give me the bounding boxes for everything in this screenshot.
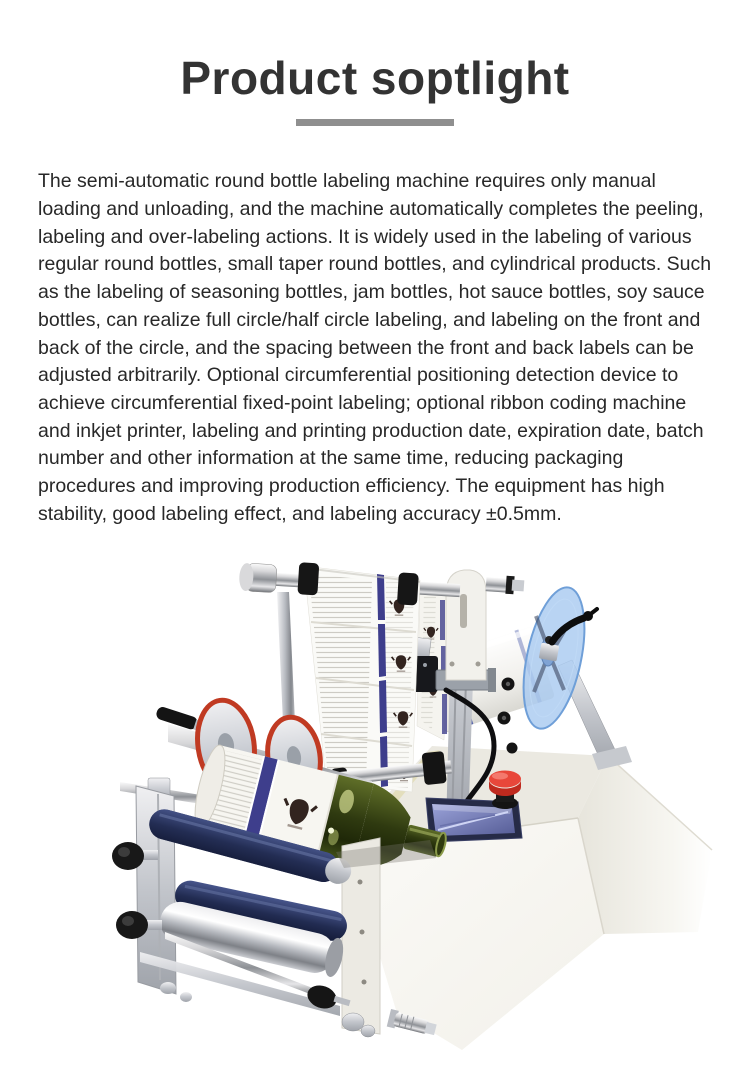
emergency-stop-button[interactable] [489,771,521,810]
title-divider [296,119,454,126]
e-stop-cap [489,771,521,788]
machine-base [340,746,712,1050]
page-title: Product soptlight [180,52,570,104]
product-description: The semi-automatic round bottle labeling machine requires only manual loading and unloading, and the machine automatically completes the peeling, labeling and over-labeling actions. It is widely used in the labeling of various regular round bottles, small taper round bottles, and cylindrical products. Such as the labeling of seasoning bottles, jam bottles, hot sauce bottles, soy sauce bottles, can realize full circle/half circle labeling, and labeling on the front and back of the circle, and the spacing between the front and back labels can be adjusted arbitrarily. Optional circumferential positioning detection device to achieve circumferential fixed-point labeling; optional ribbon coding machine and inkjet printer, labeling and printing production date, expiration date, batch number and other information at the same time, reducing packaging procedures and improving production efficiency. The equipment has high stability, good labeling effect, and labeling accuracy ±0.5mm. [38,170,712,525]
machine-photo [0,532,750,1092]
